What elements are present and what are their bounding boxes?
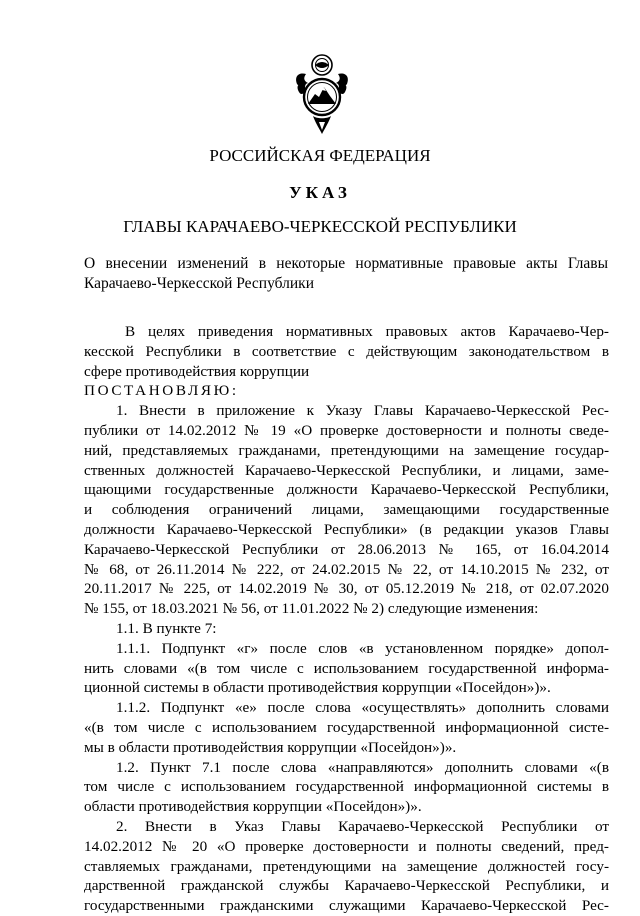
body-line: щающими государственные должности Карачаево-Черкесской Республики, [84, 481, 609, 499]
document-subject [84, 254, 608, 294]
body-line: «(в том числе с использованием государственной информационной систе- [84, 718, 609, 736]
body-line: государственными гражданскими служащими Карачаево-Черкесской Рес- [84, 897, 609, 915]
body-line: 2. Внести в Указ Главы Карачаево-Черкесской Республики от [116, 817, 609, 835]
body-line: 20.11.2017 № 225, от 14.02.2019 № 30, от 05.12.2019 № 218, от 02.07.2020 [84, 580, 609, 598]
body-line: должности Карачаево-Черкесской Республики» (в редакции указов Главы [84, 520, 609, 538]
resolution-keyword: ПОСТАНОВЛЯЮ: [84, 382, 239, 400]
country-title: РОССИЙСКАЯ ФЕДЕРАЦИЯ [209, 146, 431, 165]
body-line: ционной системы в области противодействия коррупции «Посейдон»)». [84, 679, 551, 697]
body-line: и соблюдения ограничений лицами, замещающими государственные [84, 501, 609, 519]
body-line: мы в области противодействия коррупции «Посейдон»)». [84, 738, 457, 756]
document-body [84, 322, 609, 916]
body-line: 1.1.1. Подпункт «г» после слов «в установленном порядке» допол- [116, 639, 609, 657]
body-line: нить словами «(в том числе с использованием государственной информа- [84, 659, 609, 677]
body-line: Карачаево-Черкесской Республики от 28.06.2013 № 165, от 16.04.2014 [84, 540, 609, 558]
body-line: № 68, от 26.11.2014 № 222, от 24.02.2015 № 22, от 14.10.2015 № 232, от [84, 560, 609, 578]
body-line: 1.1. В пункте 7: [116, 619, 217, 637]
body-line: том числе с использованием государственной информационной системы в [84, 778, 609, 796]
issuer-title: ГЛАВЫ КАРАЧАЕВО-ЧЕРКЕССКОЙ РЕСПУБЛИКИ [123, 217, 517, 236]
body-line: 1. Внести в приложение к Указу Главы Карачаево-Черкесской Рес- [116, 402, 609, 420]
body-line: сфере противодействия коррупции [84, 362, 310, 380]
body-line: ний, представляемых гражданами, претендующими на замещение государ- [84, 441, 609, 459]
body-line: публики от 14.02.2012 № 19 «О проверке достоверности и полноты сведе- [84, 421, 609, 439]
coat-of-arms-emblem [291, 52, 353, 136]
body-line: В целях приведения нормативных правовых актов Карачаево-Чер- [125, 323, 609, 340]
body-line: ставляемых гражданами, претендующими на замещение должностей госу- [84, 857, 609, 875]
body-line: № 155, от 18.03.2021 № 56, от 11.01.2022 № 2) следующие изменения: [84, 600, 539, 618]
subject-line: О внесении изменений в некоторые нормативные правовые акты Главы [84, 255, 608, 272]
body-line: кесской Республики в соответствие с действующим законодательством в [84, 342, 609, 360]
subject-line: Карачаево-Черкесской Республики [84, 275, 314, 292]
body-line: дарственной гражданской службы Карачаево-Черкесской Республики, и [84, 877, 609, 895]
body-line: области противодействия коррупции «Посейдон»)». [84, 798, 422, 816]
document-type: УКАЗ [289, 183, 351, 202]
body-line: 1.1.2. Подпункт «е» после слова «осуществлять» дополнить словами [116, 699, 609, 717]
body-line: ственных должностей Карачаево-Черкесской Республики, и лицами, заме- [84, 461, 609, 479]
body-line: 1.2. Пункт 7.1 после слова «направляются» дополнить словами «(в [116, 758, 609, 776]
body-line: 14.02.2012 № 20 «О проверке достоверности и полноты сведений, пред- [84, 837, 609, 855]
